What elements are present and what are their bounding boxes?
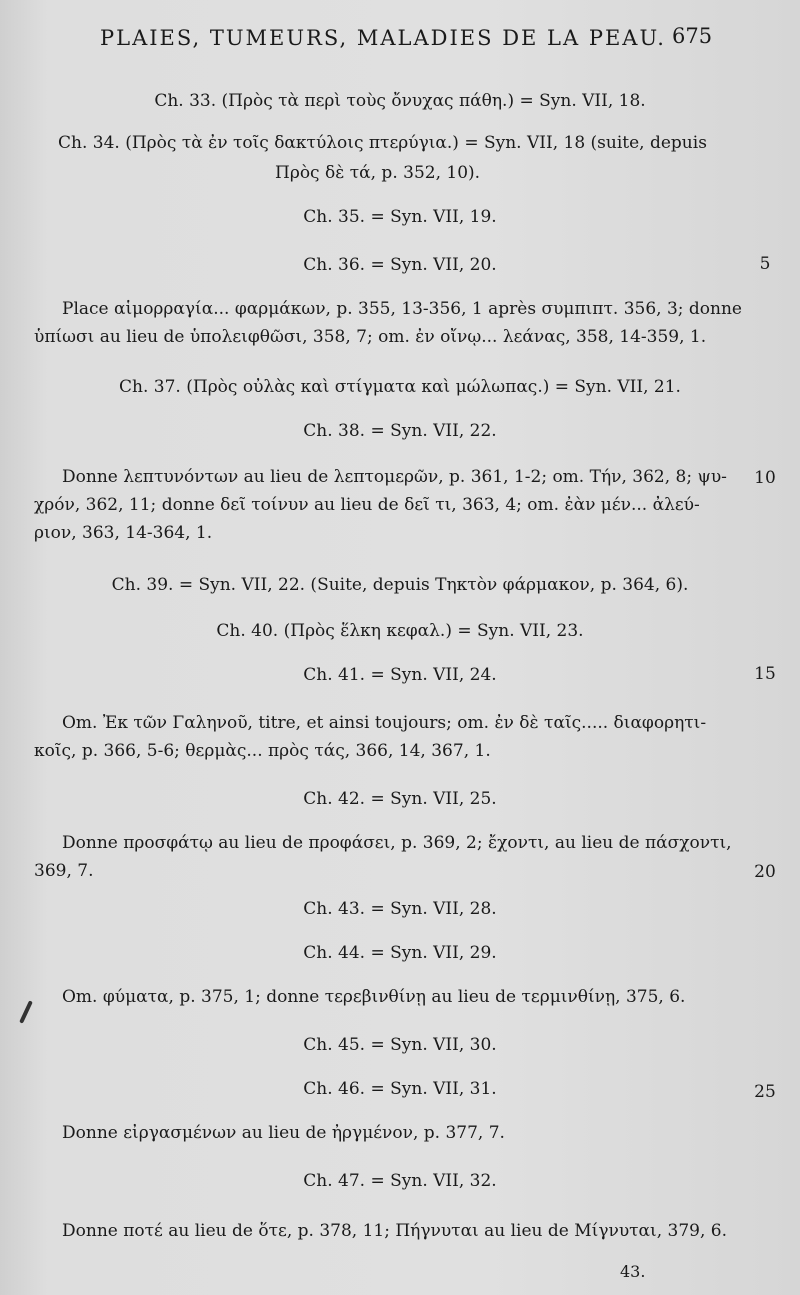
- chapter-reference-line: Ch. 47. = Syn. VII, 32.: [303, 1171, 497, 1191]
- chapter-reference-line: Ch. 43. = Syn. VII, 28.: [303, 899, 497, 919]
- chapter-reference-line: Ch. 45. = Syn. VII, 30.: [303, 1035, 497, 1055]
- running-header: PLAIES, TUMEURS, MALADIES DE LA PEAU.: [100, 26, 666, 50]
- collation-note-line: Om. Ἐκ τῶν Γαληνοῦ, titre, et ainsi toujours; om. ἐν δὲ ταῖς..... διαφορητι-: [62, 713, 707, 733]
- collation-note-line: ριον, 363, 14-364, 1.: [34, 523, 213, 543]
- margin-line-number: 20: [754, 862, 776, 882]
- collation-note-line: Donne λεπτυνόντων au lieu de λεπτομερῶν, p. 361, 1-2; om. Τήν, 362, 8; ψυ-: [62, 467, 727, 487]
- chapter-reference-line: Ch. 44. = Syn. VII, 29.: [303, 943, 497, 963]
- collation-note-line: Ch. 34. (Πρὸς τὰ ἐν τοῖς δακτύλοις πτερύγια.) = Syn. VII, 18 (suite, depuis: [58, 133, 707, 153]
- collation-note-line: κοῖς, p. 366, 5-6; θερμὰς... πρὸς τάς, 366, 14, 367, 1.: [34, 741, 491, 761]
- page-number: 675: [672, 24, 713, 48]
- collation-note-line: Donne ποτέ au lieu de ὅτε, p. 378, 11; Πήγνυται au lieu de Μίγνυται, 379, 6.: [62, 1221, 727, 1241]
- chapter-reference-line: Ch. 40. (Πρὸς ἕλκη κεφαλ.) = Syn. VII, 23.: [216, 621, 584, 641]
- collation-note-line: Donne εἰργασμένων au lieu de ἠργμένον, p. 377, 7.: [62, 1123, 505, 1143]
- collation-note-line: Place αἱμορραγία... φαρμάκων, p. 355, 13-356, 1 après συμπιπτ. 356, 3; donne: [62, 299, 742, 319]
- chapter-reference-line: Ch. 42. = Syn. VII, 25.: [303, 789, 497, 809]
- pencil-mark: [19, 1000, 33, 1023]
- signature-mark: 43.: [620, 1262, 646, 1281]
- collation-note-line: Om. φύματα, p. 375, 1; donne τερεβινθίνῃ au lieu de τερμινθίνῃ, 375, 6.: [62, 987, 686, 1007]
- margin-line-number: 25: [754, 1082, 776, 1102]
- margin-line-number: 15: [754, 664, 776, 684]
- collation-note-line: Πρὸς δὲ τά, p. 352, 10).: [275, 163, 481, 183]
- chapter-reference-line: Ch. 36. = Syn. VII, 20.: [303, 255, 497, 275]
- collation-note-line: χρόν, 362, 11; donne δεῖ τοίνυν au lieu de δεῖ τι, 363, 4; om. ἐὰν μέν... ἀλεύ-: [34, 495, 700, 515]
- collation-note-line: Donne προσφάτῳ au lieu de προφάσει, p. 369, 2; ἔχοντι, au lieu de πάσχοντι,: [62, 833, 732, 853]
- chapter-reference-line: Ch. 39. = Syn. VII, 22. (Suite, depuis Τηκτὸν φάρμακον, p. 364, 6).: [111, 575, 689, 595]
- chapter-reference-line: Ch. 35. = Syn. VII, 19.: [303, 207, 497, 227]
- margin-line-number: 5: [759, 254, 771, 274]
- chapter-reference-line: Ch. 37. (Πρὸς οὐλὰς καὶ στίγματα καὶ μώλωπας.) = Syn. VII, 21.: [119, 377, 681, 397]
- collation-note-line: ὑπίωσι au lieu de ὑπολειφθῶσι, 358, 7; om. ἐν οἴνῳ... λεάνας, 358, 14-359, 1.: [34, 327, 707, 347]
- chapter-reference-line: Ch. 46. = Syn. VII, 31.: [303, 1079, 497, 1099]
- margin-line-number: 10: [754, 468, 776, 488]
- chapter-reference-line: Ch. 38. = Syn. VII, 22.: [303, 421, 497, 441]
- chapter-reference-line: Ch. 41. = Syn. VII, 24.: [303, 665, 497, 685]
- collation-note-line: 369, 7.: [34, 861, 94, 881]
- chapter-reference-line: Ch. 33. (Πρὸς τὰ περὶ τοὺς ὄνυχας πάθη.) = Syn. VII, 18.: [154, 91, 646, 111]
